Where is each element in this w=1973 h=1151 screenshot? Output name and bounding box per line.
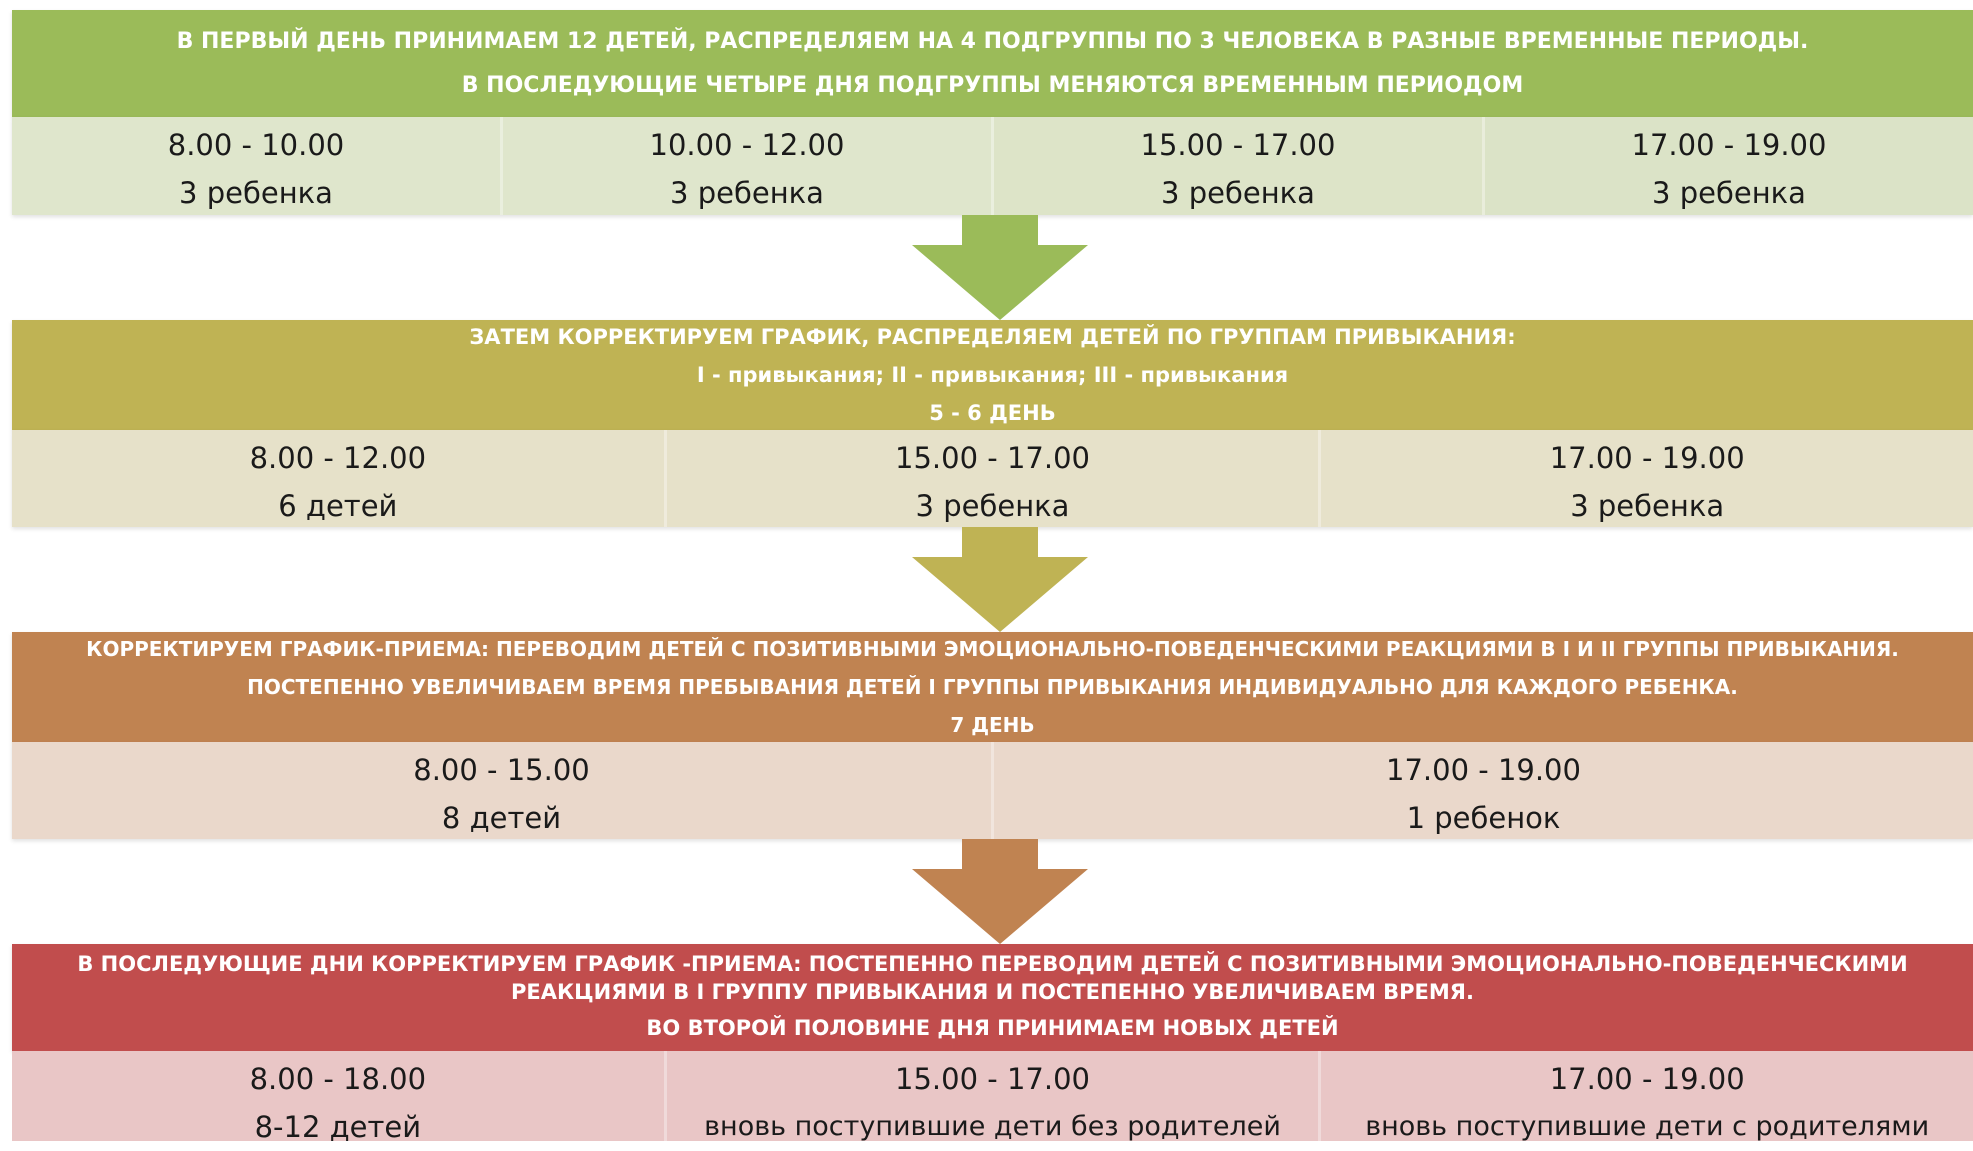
stage1-header <box>12 10 1973 117</box>
stage4-header <box>12 944 1973 1051</box>
time-slot-cell <box>994 742 1973 839</box>
child-count: вновь поступившие дети с родителями <box>1365 1111 1930 1142</box>
stage4-header-line: РЕАКЦИЯМИ В I ГРУППУ ПРИВЫКАНИЯ И ПОСТЕПЕННО УВЕЛИЧИВАЕМ ВРЕМЯ. <box>511 980 1474 1004</box>
time-range: 8.00 - 15.00 <box>413 753 590 787</box>
stage4-header-line: ВО ВТОРОЙ ПОЛОВИНЕ ДНЯ ПРИНИМАЕМ НОВЫХ ДЕТЕЙ <box>646 1016 1339 1040</box>
time-slot-cell <box>12 430 667 527</box>
time-range: 8.00 - 10.00 <box>167 128 345 162</box>
stage4-row <box>12 1051 1973 1144</box>
stage2-header-line: 5 - 6 ДЕНЬ <box>929 401 1056 425</box>
child-count: 1 ребенок <box>1406 801 1561 835</box>
child-count: 3 ребенка <box>179 176 333 210</box>
stage4-header-line: В ПОСЛЕДУЮЩИЕ ДНИ КОРРЕКТИРУЕМ ГРАФИК -ПРИЕМА: ПОСТЕПЕННО ПЕРЕВОДИМ ДЕТЕЙ С ПОЗИТИВНЫМИ ЭМОЦИОНАЛЬНО-ПОВЕДЕНЧЕСКИМИ <box>77 952 1908 976</box>
time-range: 15.00 - 17.00 <box>895 1062 1090 1096</box>
stage2-row <box>12 430 1973 527</box>
stage2-header-line: ЗАТЕМ КОРРЕКТИРУЕМ ГРАФИК, РАСПРЕДЕЛЯЕМ ДЕТЕЙ ПО ГРУППАМ ПРИВЫКАНИЯ: <box>469 325 1516 349</box>
time-slot-cell <box>667 1051 1322 1141</box>
time-slot-cell <box>1485 117 1973 215</box>
child-count: 8-12 детей <box>254 1110 422 1144</box>
time-slot-cell <box>12 117 503 215</box>
time-range: 17.00 - 19.00 <box>1549 441 1745 475</box>
time-range: 15.00 - 17.00 <box>1140 128 1336 162</box>
time-slot-cell <box>1321 1051 1973 1141</box>
time-range: 17.00 - 19.00 <box>1631 128 1827 162</box>
time-slot-cell <box>503 117 994 215</box>
down-arrow-icon <box>912 215 1088 320</box>
child-count: 3 ребенка <box>915 489 1070 523</box>
time-slot-cell <box>667 430 1322 527</box>
stage1-header-line: В ПЕРВЫЙ ДЕНЬ ПРИНИМАЕМ 12 ДЕТЕЙ, РАСПРЕДЕЛЯЕМ НА 4 ПОДГРУППЫ ПО 3 ЧЕЛОВЕКА В РАЗНЫЕ ВРЕМЕННЫЕ ПЕРИОДЫ. <box>176 28 1809 54</box>
time-range: 8.00 - 12.00 <box>249 441 427 475</box>
time-slot-cell <box>994 117 1485 215</box>
child-count: 8 детей <box>441 801 562 835</box>
child-count: 3 ребенка <box>1652 176 1806 210</box>
stage2-header-line: I - привыкания; II - привыкания; III - привыкания <box>696 363 1289 387</box>
time-range: 10.00 - 12.00 <box>649 128 845 162</box>
stage1-header-line: В ПОСЛЕДУЮЩИЕ ЧЕТЫРЕ ДНЯ ПОДГРУППЫ МЕНЯЮТСЯ ВРЕМЕННЫМ ПЕРИОДОМ <box>461 72 1524 98</box>
stage2-header <box>12 320 1973 430</box>
child-count: 3 ребенка <box>670 176 824 210</box>
stage3-header-line: ПОСТЕПЕННО УВЕЛИЧИВАЕМ ВРЕМЯ ПРЕБЫВАНИЯ ДЕТЕЙ I ГРУППЫ ПРИВЫКАНИЯ ИНДИВИДУАЛЬНО ДЛЯ КАЖДОГО РЕБЕНКА. <box>247 675 1738 699</box>
time-range: 17.00 - 19.00 <box>1549 1062 1745 1096</box>
stage3-header-line: 7 ДЕНЬ <box>950 713 1035 737</box>
time-slot-cell <box>1321 430 1973 527</box>
stage3-row <box>12 742 1973 839</box>
stage3-header-line: КОРРЕКТИРУЕМ ГРАФИК-ПРИЕМА: ПЕРЕВОДИМ ДЕТЕЙ С ПОЗИТИВНЫМИ ЭМОЦИОНАЛЬНО-ПОВЕДЕНЧЕСКИМИ РЕАКЦИЯМИ В I И II ГРУППЫ ПРИВЫКАНИЯ. <box>86 637 1899 661</box>
child-count: 6 детей <box>278 489 398 523</box>
time-slot-cell <box>12 742 994 839</box>
time-range: 15.00 - 17.00 <box>895 441 1090 475</box>
stage3-header <box>12 632 1973 742</box>
down-arrow-icon <box>912 839 1088 944</box>
time-range: 17.00 - 19.00 <box>1386 753 1581 787</box>
child-count: 3 ребенка <box>1161 176 1315 210</box>
child-count: вновь поступившие дети без родителей <box>704 1111 1281 1142</box>
child-count: 3 ребенка <box>1570 489 1725 523</box>
time-range: 8.00 - 18.00 <box>249 1062 427 1096</box>
down-arrow-icon <box>912 527 1088 632</box>
stage1-row <box>12 117 1973 215</box>
time-slot-cell <box>12 1051 667 1144</box>
